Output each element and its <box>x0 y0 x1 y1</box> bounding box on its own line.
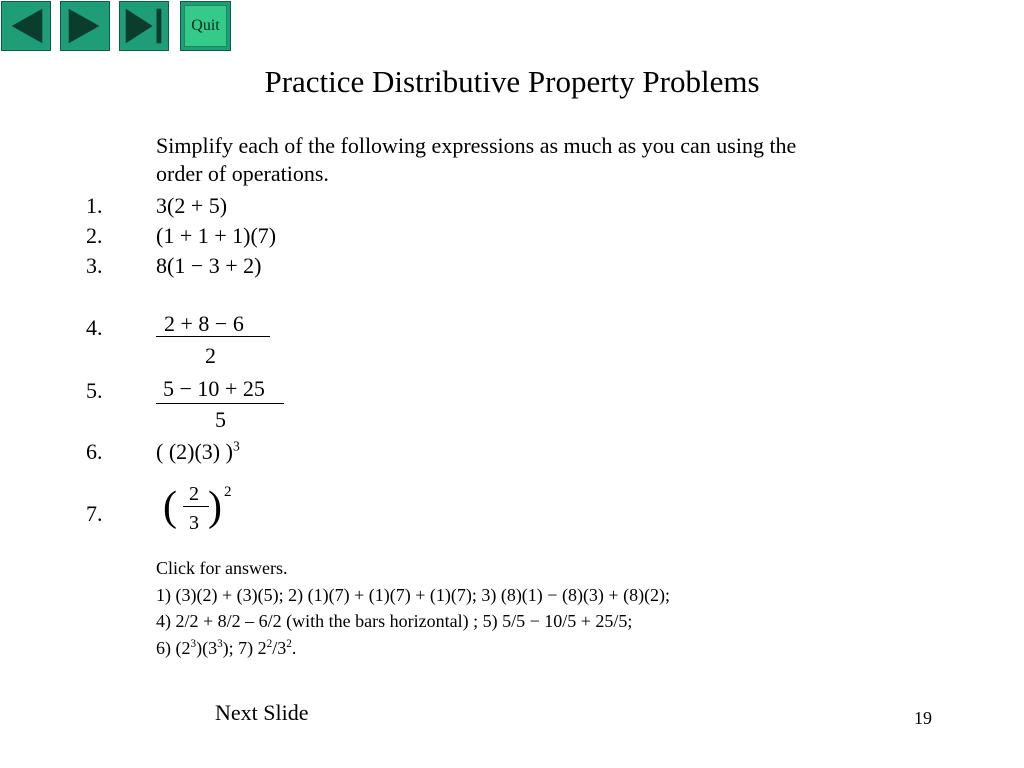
problem-5-numerator: 5 − 10 + 25 <box>163 376 265 401</box>
problem-6-base: ( (2)(3) ) <box>156 439 233 464</box>
problem-1-number: 1. <box>86 193 103 218</box>
problem-6-exponent: 3 <box>232 438 240 454</box>
problem-7-exponent: 2 <box>224 484 232 500</box>
answers-line-3-part-a: 6) (2 <box>156 638 191 658</box>
answers-line-3-part-b: )(3 <box>196 638 218 658</box>
page-number: 19 <box>914 708 932 728</box>
problem-4-number: 4. <box>86 315 103 340</box>
problem-2-number: 2. <box>86 223 103 248</box>
instructions-line-1: Simplify each of the following expressions as much as you can using the <box>156 133 797 158</box>
problem-2-expression: (1 + 1 + 1)(7) <box>156 223 277 248</box>
problem-6-expression <box>156 439 240 465</box>
problem-3-expression: 8(1 − 3 + 2) <box>156 253 262 278</box>
problem-3-number: 3. <box>86 253 103 278</box>
first-slide-icon <box>2 2 50 50</box>
problem-1-expression: 3(2 + 5) <box>156 193 228 218</box>
instructions-line-2: order of operations. <box>156 161 329 186</box>
problem-4-numerator: 2 + 8 − 6 <box>164 311 244 336</box>
problem-7-fraction-bar <box>183 506 209 507</box>
next-slide-nav-button[interactable] <box>60 1 110 51</box>
answers-line-3-sup-a: 3 <box>190 638 197 650</box>
quit-button[interactable] <box>180 1 231 51</box>
problem-7-right-paren: ) <box>208 484 222 530</box>
problem-4-denominator: 2 <box>205 343 216 368</box>
problem-5-denominator: 5 <box>215 407 226 432</box>
next-slide-link[interactable]: Next Slide <box>215 700 309 725</box>
answers-line-3 <box>156 637 296 659</box>
problem-7-denominator: 3 <box>189 512 199 534</box>
answers-line-3-part-c: ); 7) 2 <box>222 638 267 658</box>
last-slide-button[interactable] <box>119 1 169 51</box>
answers-line-3-part-e: . <box>291 638 297 658</box>
click-for-answers-link[interactable]: Click for answers. <box>156 558 288 578</box>
problem-5-fraction-bar <box>156 403 284 404</box>
first-slide-button[interactable] <box>1 1 51 51</box>
next-slide-icon <box>61 2 109 50</box>
problem-6-number: 6. <box>86 439 103 464</box>
problem-4-fraction-bar <box>156 336 270 337</box>
problem-7-number: 7. <box>86 501 103 526</box>
slide-title: Practice Distributive Property Problems <box>264 64 760 99</box>
problem-7-numerator: 2 <box>189 483 199 505</box>
answers-line-3-sup-b: 3 <box>217 638 223 650</box>
answers-line-1: 1) (3)(2) + (3)(5); 2) (1)(7) + (1)(7) + (1)(7); 3) (8)(1) − (8)(3) + (8)(2); <box>156 585 671 605</box>
problem-7-left-paren: ( <box>163 484 177 530</box>
answers-line-2: 4) 2/2 + 8/2 – 6/2 (with the bars horizontal) ; 5) 5/5 − 10/5 + 25/5; <box>156 611 633 631</box>
answers-line-3-part-d: /3 <box>272 638 287 658</box>
quit-label: Quit <box>184 5 227 47</box>
answers-line-3-sup-c: 2 <box>266 638 273 650</box>
last-slide-icon <box>120 2 168 50</box>
problem-5-number: 5. <box>86 378 103 403</box>
answers-line-3-sup-d: 2 <box>286 638 292 650</box>
